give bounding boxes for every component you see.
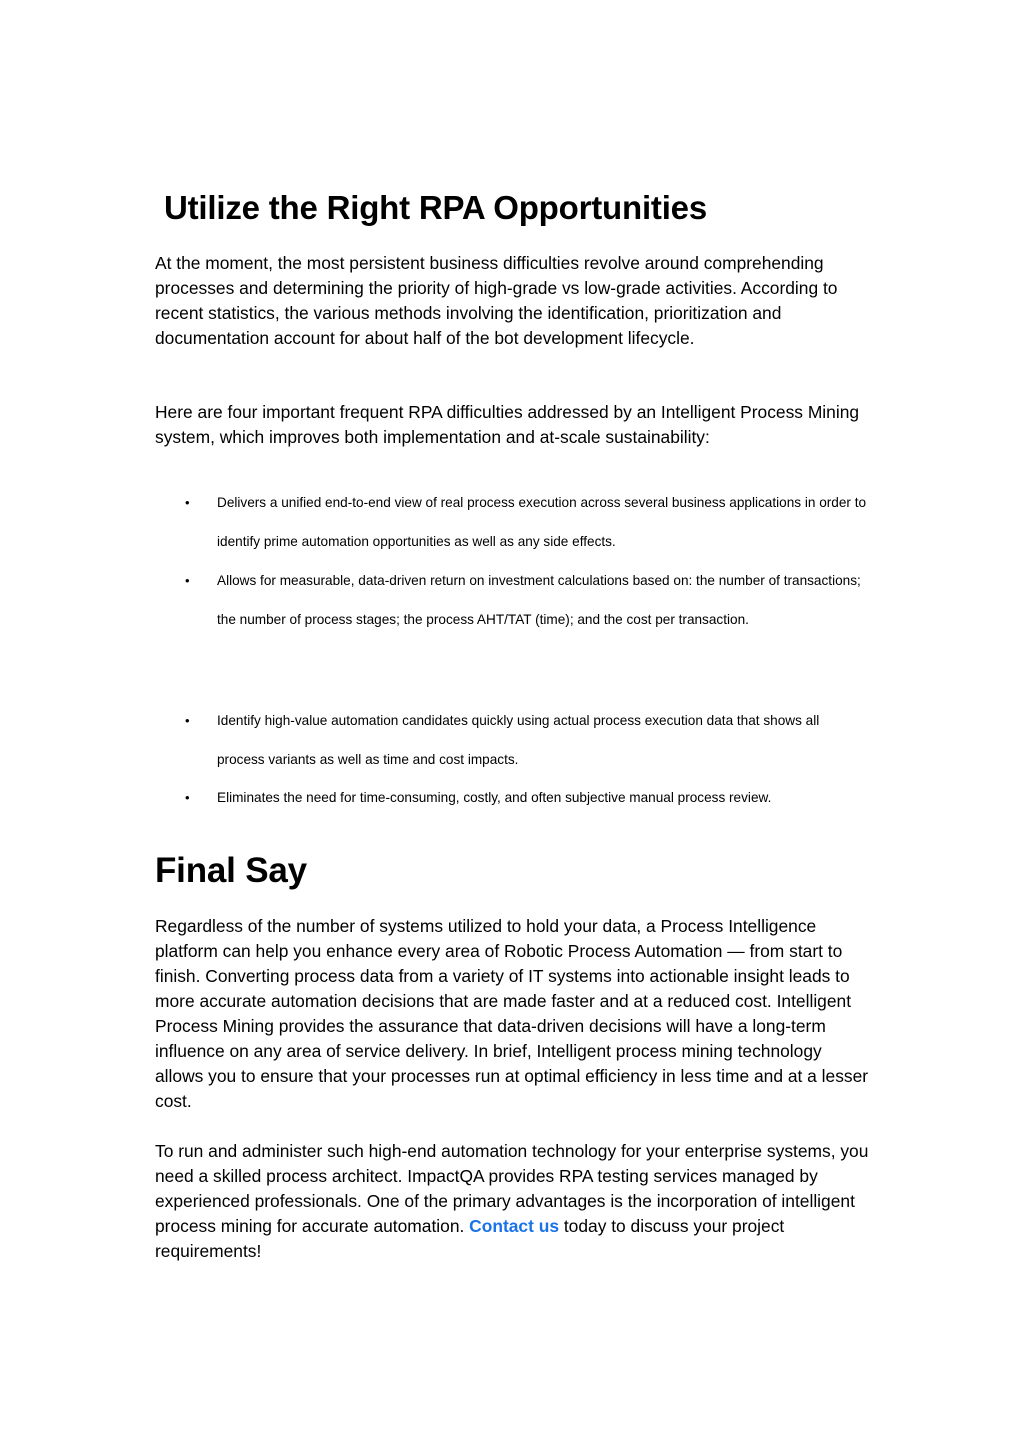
list-item <box>155 483 870 561</box>
list-item-text: Eliminates the need for time-consuming, costly, and often subjective manual process review. <box>217 790 772 805</box>
list-item <box>155 561 870 639</box>
bullet-icon: • <box>185 495 190 510</box>
section-heading-rpa-opportunities: Utilize the Right RPA Opportunities <box>164 189 707 226</box>
contact-us-link[interactable]: Contact us <box>469 1216 560 1236</box>
list-item <box>155 778 870 817</box>
list-item-text: Allows for measurable, data-driven return on investment calculations based on: the number of transactions; the number of process stages; the process AHT/TAT (time); and the cost per transaction. <box>217 573 861 627</box>
bullet-icon: • <box>185 573 190 588</box>
closing-paragraph-text: To run and administer such high-end automation technology for your enterprise systems, you need a skilled process architect. ImpactQA provides RPA testing services managed by experienced professionals. One of the primary advantages is the incorporation of intelligent process mining for accurate automation. <box>155 1141 869 1236</box>
intro-paragraph: At the moment, the most persistent business difficulties revolve around comprehending processes and determining the priority of high-grade vs low-grade activities. According to recent statistics, the various methods involving the identification, prioritization and documentation account for about half of the bot development lifecycle. <box>155 253 838 348</box>
final-say-paragraph: Regardless of the number of systems utilized to hold your data, a Process Intelligence platform can help you enhance every area of Robotic Process Automation — from start to finish. Converting process data from a variety of IT systems into actionable insight leads to more accurate automation decisions that are made faster and at a reduced cost. Intelligent Process Mining provides the assurance that data-driven decisions will have a long-term influence on any area of service delivery. In brief, Intelligent process mining technology allows you to ensure that your processes run at optimal efficiency in less time and at a lesser cost. <box>155 916 869 1111</box>
bullet-icon: • <box>185 790 190 805</box>
list-item-text: Delivers a unified end-to-end view of real process execution across several business applications in order to identify prime automation opportunities as well as any side effects. <box>217 495 867 549</box>
list-item <box>155 701 870 779</box>
difficulties-intro-paragraph: Here are four important frequent RPA difficulties addressed by an Intelligent Process Mining system, which improves both implementation and at-scale sustainability: <box>155 402 860 447</box>
closing-paragraph-tail: today to discuss your project requirements! <box>155 1216 785 1261</box>
section-heading-final-say: Final Say <box>155 851 307 890</box>
bullet-icon: • <box>185 713 190 728</box>
closing-paragraph <box>155 1139 870 1264</box>
list-item-text: Identify high-value automation candidates quickly using actual process execution data that shows all process variants as well as time and cost impacts. <box>217 713 820 767</box>
